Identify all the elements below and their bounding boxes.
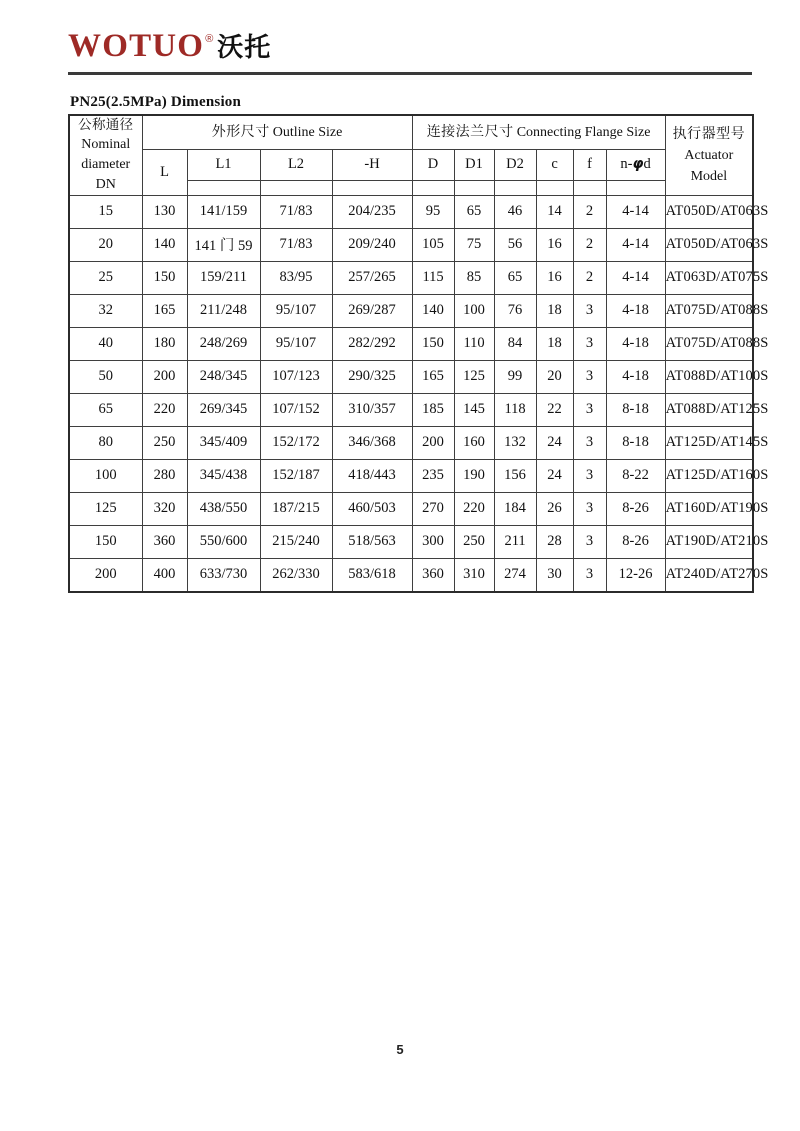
cell-n-phi-d: 4-18 — [606, 327, 665, 360]
cell-c: 16 — [536, 261, 573, 294]
cell-L1: 345/438 — [187, 459, 260, 492]
cell-actuator-model: AT075D/AT088S — [665, 294, 753, 327]
cell-f: 3 — [573, 525, 606, 558]
cell-c: 28 — [536, 525, 573, 558]
cell-D2: 274 — [494, 558, 536, 592]
cell-D: 200 — [412, 426, 454, 459]
logo — [68, 30, 752, 72]
cell-dn: 100 — [69, 459, 142, 492]
cell-actuator-model: AT125D/AT160S — [665, 459, 753, 492]
cell-L: 280 — [142, 459, 187, 492]
cell-D: 95 — [412, 195, 454, 228]
spacer-c — [536, 180, 573, 195]
cell-D2: 156 — [494, 459, 536, 492]
cell-dn: 50 — [69, 360, 142, 393]
cell-n-phi-d: 4-18 — [606, 294, 665, 327]
cell-dn: 40 — [69, 327, 142, 360]
cell-D: 270 — [412, 492, 454, 525]
flange-size-cn: 连接法兰尺寸 — [426, 124, 514, 141]
column-header-n-phi-d — [606, 150, 665, 181]
cell-actuator-model: AT063D/AT075S — [665, 261, 753, 294]
table-row — [69, 360, 753, 393]
cell-actuator-model: AT125D/AT145S — [665, 426, 753, 459]
cell-L: 220 — [142, 393, 187, 426]
cell-n-phi-d: 8-18 — [606, 393, 665, 426]
cell-D1: 65 — [454, 195, 494, 228]
cell-f: 3 — [573, 294, 606, 327]
cell-f: 3 — [573, 327, 606, 360]
cell-L: 360 — [142, 525, 187, 558]
cell-H: 518/563 — [332, 525, 412, 558]
table-row — [69, 294, 753, 327]
cell-c: 26 — [536, 492, 573, 525]
phi-symbol-icon: φ — [632, 156, 644, 173]
cell-D1: 160 — [454, 426, 494, 459]
cell-D: 115 — [412, 261, 454, 294]
cell-H: 204/235 — [332, 195, 412, 228]
column-header-L: L — [142, 150, 187, 196]
cell-dn: 200 — [69, 558, 142, 592]
nominal-diameter-cn: 公称通径 — [78, 117, 134, 133]
cell-D: 165 — [412, 360, 454, 393]
table-row — [69, 492, 753, 525]
cell-dn: 32 — [69, 294, 142, 327]
cell-actuator-model: AT050D/AT063S — [665, 195, 753, 228]
cell-L: 130 — [142, 195, 187, 228]
actuator-model-en: Actuator Model — [684, 147, 734, 184]
cell-c: 14 — [536, 195, 573, 228]
nominal-diameter-en-3: DN — [95, 176, 116, 192]
cell-D: 150 — [412, 327, 454, 360]
column-header-nominal-diameter — [69, 115, 142, 195]
column-header-L2: L2 — [260, 150, 332, 181]
column-header-D: D — [412, 150, 454, 181]
column-header-outline-size — [142, 115, 412, 150]
cell-f: 3 — [573, 558, 606, 592]
cell-L2: 71/83 — [260, 195, 332, 228]
cell-L2: 215/240 — [260, 525, 332, 558]
table-header-row-sub — [69, 150, 753, 181]
cell-c: 20 — [536, 360, 573, 393]
cell-L2: 107/123 — [260, 360, 332, 393]
column-header-D1: D1 — [454, 150, 494, 181]
cell-c: 18 — [536, 294, 573, 327]
header-divider — [68, 72, 752, 75]
cell-L1: 141 门 59 — [187, 228, 260, 261]
cell-actuator-model: AT088D/AT100S — [665, 360, 753, 393]
cell-D1: 85 — [454, 261, 494, 294]
cell-H: 583/618 — [332, 558, 412, 592]
table-row — [69, 426, 753, 459]
cell-L2: 95/107 — [260, 294, 332, 327]
cell-L1: 438/550 — [187, 492, 260, 525]
n-phi-d-prefix: n- — [620, 156, 633, 173]
cell-L2: 107/152 — [260, 393, 332, 426]
column-header-connecting-flange-size — [412, 115, 665, 150]
cell-D2: 84 — [494, 327, 536, 360]
cell-dn: 20 — [69, 228, 142, 261]
cell-f: 3 — [573, 360, 606, 393]
cell-D1: 250 — [454, 525, 494, 558]
cell-D1: 220 — [454, 492, 494, 525]
cell-D2: 211 — [494, 525, 536, 558]
dimension-table — [68, 114, 769, 593]
cell-H: 290/325 — [332, 360, 412, 393]
cell-dn: 125 — [69, 492, 142, 525]
cell-L: 150 — [142, 261, 187, 294]
cell-L2: 95/107 — [260, 327, 332, 360]
cell-D: 360 — [412, 558, 454, 592]
cell-n-phi-d: 12-26 — [606, 558, 665, 592]
table-row — [69, 327, 753, 360]
cell-c: 30 — [536, 558, 573, 592]
cell-D: 140 — [412, 294, 454, 327]
cell-f: 3 — [573, 393, 606, 426]
cell-L2: 262/330 — [260, 558, 332, 592]
cell-D2: 99 — [494, 360, 536, 393]
table-row — [69, 228, 753, 261]
outline-size-cn: 外形尺寸 — [211, 124, 270, 141]
column-header-D2: D2 — [494, 150, 536, 181]
cell-D2: 132 — [494, 426, 536, 459]
cell-actuator-model: AT160D/AT190S — [665, 492, 753, 525]
cell-H: 269/287 — [332, 294, 412, 327]
spacer-D1 — [454, 180, 494, 195]
cell-dn: 65 — [69, 393, 142, 426]
cell-f: 3 — [573, 459, 606, 492]
cell-c: 18 — [536, 327, 573, 360]
cell-D1: 190 — [454, 459, 494, 492]
column-header-L1: L1 — [187, 150, 260, 181]
cell-c: 22 — [536, 393, 573, 426]
spacer-L1 — [187, 180, 260, 195]
cell-D2: 56 — [494, 228, 536, 261]
cell-L1: 550/600 — [187, 525, 260, 558]
cell-L1: 159/211 — [187, 261, 260, 294]
column-header-c: c — [536, 150, 573, 181]
cell-L: 320 — [142, 492, 187, 525]
cell-actuator-model: AT050D/AT063S — [665, 228, 753, 261]
cell-D1: 310 — [454, 558, 494, 592]
column-header-H: -H — [332, 150, 412, 181]
nominal-diameter-en-1: Nominal — [81, 137, 131, 153]
cell-D2: 118 — [494, 393, 536, 426]
cell-H: 460/503 — [332, 492, 412, 525]
cell-L: 140 — [142, 228, 187, 261]
actuator-model-cn: 执行器型号 — [672, 125, 746, 142]
cell-n-phi-d: 8-18 — [606, 426, 665, 459]
spacer-n-phi-d — [606, 180, 665, 195]
cell-c: 24 — [536, 426, 573, 459]
cell-H: 257/265 — [332, 261, 412, 294]
cell-H: 282/292 — [332, 327, 412, 360]
cell-H: 346/368 — [332, 426, 412, 459]
cell-f: 2 — [573, 195, 606, 228]
flange-size-en: Connecting Flange Size — [516, 125, 651, 141]
cell-L: 250 — [142, 426, 187, 459]
cell-L2: 71/83 — [260, 228, 332, 261]
cell-D: 105 — [412, 228, 454, 261]
cell-D1: 75 — [454, 228, 494, 261]
cell-dn: 25 — [69, 261, 142, 294]
cell-L1: 141/159 — [187, 195, 260, 228]
cell-f: 3 — [573, 426, 606, 459]
cell-D: 185 — [412, 393, 454, 426]
cell-L2: 187/215 — [260, 492, 332, 525]
cell-D: 300 — [412, 525, 454, 558]
cell-f: 2 — [573, 228, 606, 261]
cell-L2: 152/172 — [260, 426, 332, 459]
spacer-H — [332, 180, 412, 195]
table-header — [69, 115, 753, 195]
column-header-f: f — [573, 150, 606, 181]
cell-H: 418/443 — [332, 459, 412, 492]
column-header-actuator-model — [665, 115, 753, 195]
cell-D2: 65 — [494, 261, 536, 294]
cell-actuator-model: AT075D/AT088S — [665, 327, 753, 360]
table-row — [69, 393, 753, 426]
cell-L1: 248/269 — [187, 327, 260, 360]
cell-H: 209/240 — [332, 228, 412, 261]
cell-L: 165 — [142, 294, 187, 327]
cell-L1: 211/248 — [187, 294, 260, 327]
cell-actuator-model: AT088D/AT125S — [665, 393, 753, 426]
page-number: 5 — [396, 1042, 404, 1057]
cell-D1: 110 — [454, 327, 494, 360]
dimension-table-container — [68, 114, 769, 593]
cell-D2: 46 — [494, 195, 536, 228]
spacer-D — [412, 180, 454, 195]
brand-header — [68, 30, 752, 78]
cell-f: 3 — [573, 492, 606, 525]
cell-n-phi-d: 4-14 — [606, 261, 665, 294]
spacer-f — [573, 180, 606, 195]
cell-L2: 152/187 — [260, 459, 332, 492]
table-row — [69, 261, 753, 294]
spacer-L2 — [260, 180, 332, 195]
cell-L: 200 — [142, 360, 187, 393]
cell-dn: 150 — [69, 525, 142, 558]
n-phi-d-suffix: d — [643, 156, 651, 173]
cell-H: 310/357 — [332, 393, 412, 426]
page-title: PN25(2.5MPa) Dimension — [70, 94, 242, 110]
table-header-row-groups — [69, 115, 753, 150]
table-row — [69, 525, 753, 558]
cell-n-phi-d: 4-18 — [606, 360, 665, 393]
table-row — [69, 195, 753, 228]
spacer-D2 — [494, 180, 536, 195]
cell-D1: 125 — [454, 360, 494, 393]
table-row — [69, 558, 753, 592]
cell-f: 2 — [573, 261, 606, 294]
cell-c: 24 — [536, 459, 573, 492]
cell-D1: 145 — [454, 393, 494, 426]
cell-L1: 269/345 — [187, 393, 260, 426]
table-row — [69, 459, 753, 492]
cell-D2: 76 — [494, 294, 536, 327]
cell-D2: 184 — [494, 492, 536, 525]
table-body — [69, 195, 769, 592]
cell-D: 235 — [412, 459, 454, 492]
cell-D1: 100 — [454, 294, 494, 327]
logo-wordmark: WOTUO — [68, 28, 205, 64]
cell-L1: 248/345 — [187, 360, 260, 393]
cell-dn: 15 — [69, 195, 142, 228]
cell-L1: 633/730 — [187, 558, 260, 592]
cell-L1: 345/409 — [187, 426, 260, 459]
cell-L: 400 — [142, 558, 187, 592]
cell-L: 180 — [142, 327, 187, 360]
nominal-diameter-en-2: diameter — [81, 157, 131, 173]
cell-n-phi-d: 4-14 — [606, 228, 665, 261]
cell-actuator-model: AT240D/AT270S — [665, 558, 753, 592]
cell-n-phi-d: 4-14 — [606, 195, 665, 228]
cell-actuator-model: AT190D/AT210S — [665, 525, 753, 558]
cell-c: 16 — [536, 228, 573, 261]
cell-n-phi-d: 8-22 — [606, 459, 665, 492]
logo-chinese-name: 沃托 — [217, 33, 272, 63]
registered-trademark-icon: ® — [205, 33, 214, 45]
cell-n-phi-d: 8-26 — [606, 525, 665, 558]
cell-L2: 83/95 — [260, 261, 332, 294]
outline-size-en: Outline Size — [272, 125, 343, 141]
cell-dn: 80 — [69, 426, 142, 459]
cell-n-phi-d: 8-26 — [606, 492, 665, 525]
